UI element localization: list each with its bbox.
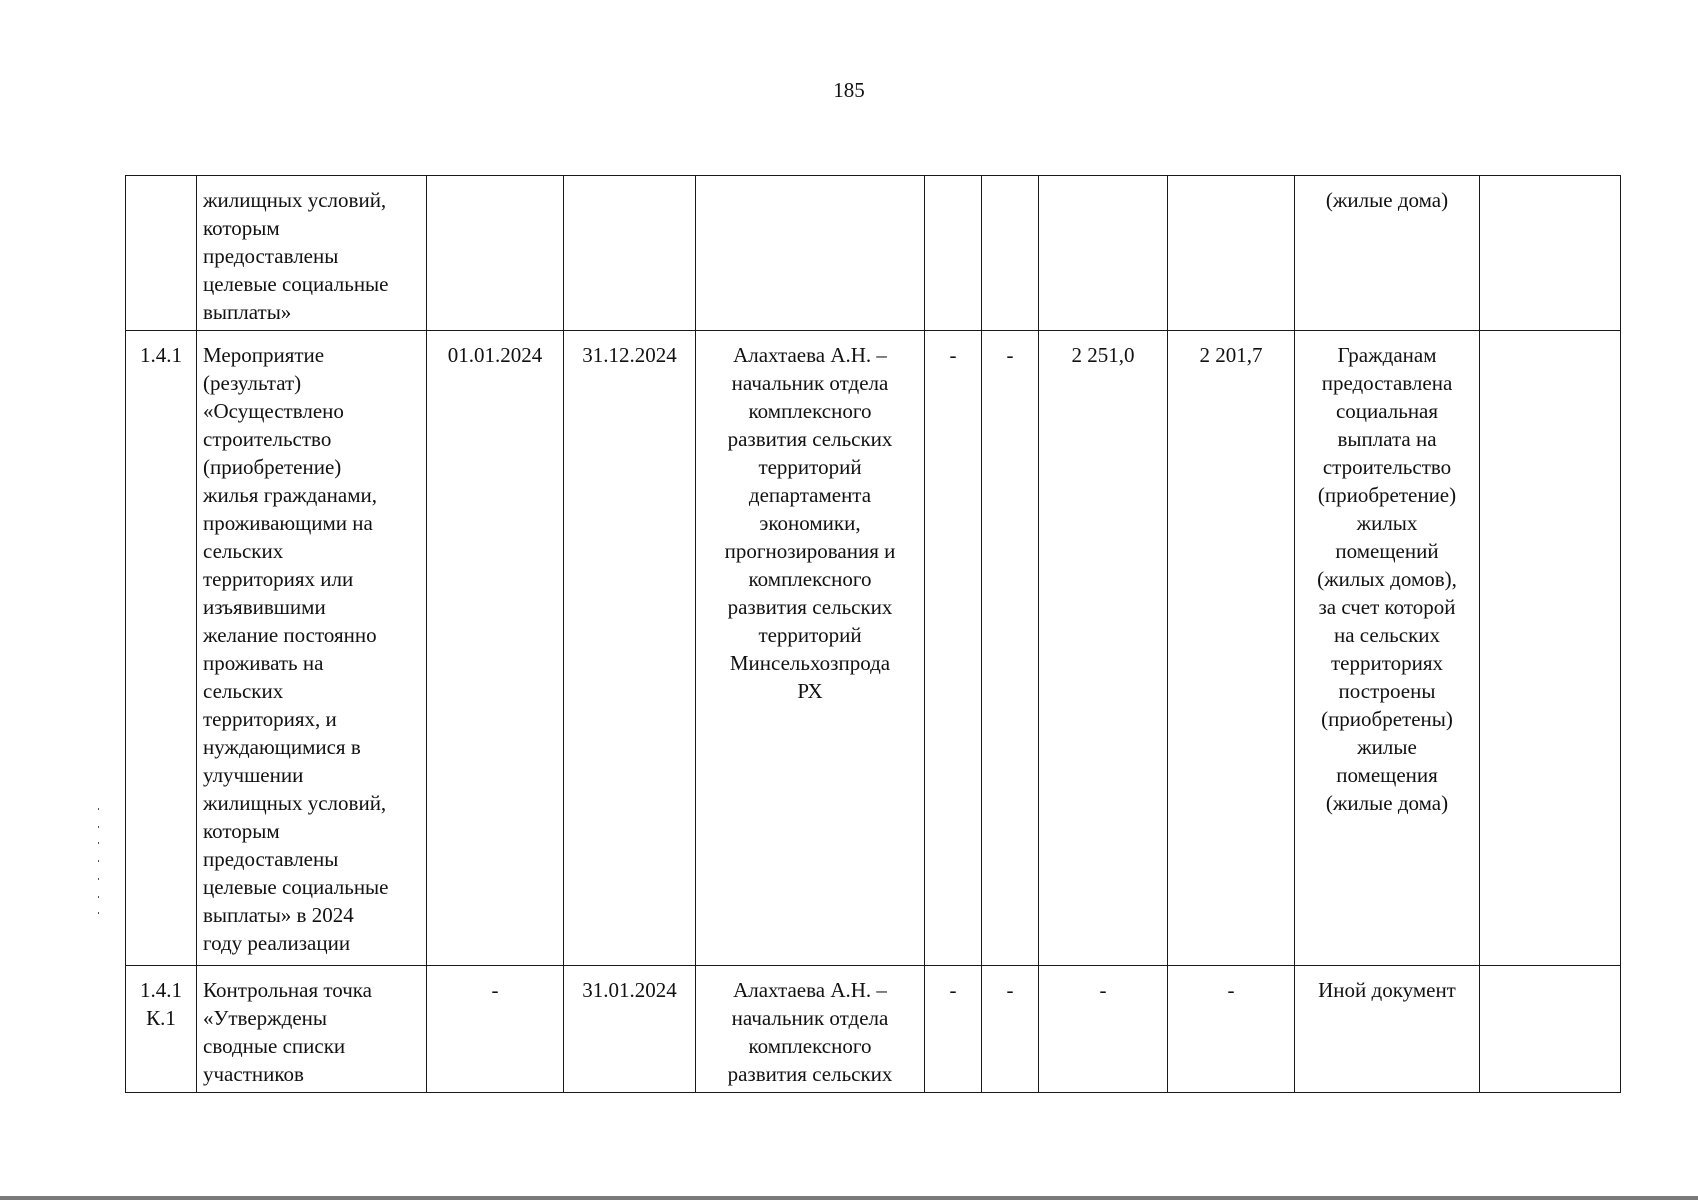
result-description-cell-line: строительство <box>1322 455 1452 479</box>
responsible-person-cell-line: развития сельских <box>727 427 893 451</box>
result-description-cell-line: социальная <box>1335 399 1439 423</box>
result-description-cell-line: помещения <box>1336 763 1438 787</box>
result-description-cell-line: (жилых домов), <box>1317 567 1457 591</box>
activity-name-cell-line: выплаты» в 2024 <box>203 903 354 927</box>
activity-name-cell <box>197 176 427 331</box>
end-date-cell <box>564 176 696 331</box>
column-9-cell: - <box>1168 966 1295 1093</box>
activities-table <box>125 175 1621 1093</box>
result-description-cell-line: за счет которой <box>1318 595 1456 619</box>
result-description-cell-line: (жилые дома) <box>1325 791 1449 815</box>
table-row <box>126 176 1621 331</box>
activity-name-cell-line: изъявившими <box>203 595 326 619</box>
activity-name-cell-line: желание постоянно <box>203 623 377 647</box>
responsible-person-cell-line: прогнозирования и <box>724 539 896 563</box>
column-6-cell <box>925 176 982 331</box>
responsible-person-cell-line: начальник отдела <box>731 1006 889 1030</box>
activity-name-cell-line: целевые социальные <box>203 875 389 899</box>
column-8-cell: 2 251,0 <box>1039 331 1168 966</box>
responsible-person-cell-line: начальник отдела <box>731 371 889 395</box>
responsible-person-cell-line: Алахтаева А.Н. – <box>733 978 887 1002</box>
table-row <box>126 966 1621 1093</box>
column-11-cell <box>1480 966 1621 1093</box>
activity-name-cell-line: целевые социальные <box>203 272 389 296</box>
result-description-cell-line: Гражданам <box>1337 343 1437 367</box>
result-description-cell-line: предоставлена <box>1321 371 1453 395</box>
scan-artifact-marks <box>94 808 104 918</box>
activity-name-cell-line: Контрольная точка <box>203 978 373 1002</box>
responsible-person-cell-line: территорий <box>758 455 862 479</box>
column-7-cell: - <box>982 331 1039 966</box>
result-description-cell-line: выплата на <box>1337 427 1437 451</box>
result-description-cell-line: территориях <box>1330 651 1444 675</box>
activity-name-cell-line: жилья гражданами, <box>203 483 377 507</box>
row-number-cell: 1.4.1 <box>126 331 197 966</box>
activity-name-cell-line: (результат) <box>203 371 302 395</box>
column-9-cell: 2 201,7 <box>1168 331 1295 966</box>
activity-name-cell-line: выплаты» <box>203 300 292 324</box>
column-8-cell: - <box>1039 966 1168 1093</box>
column-11-cell <box>1480 176 1621 331</box>
activity-name-cell-line: строительство <box>203 427 332 451</box>
activity-name-cell-line: участников <box>203 1062 304 1086</box>
start-date-cell: - <box>427 966 564 1093</box>
activity-name-cell-line: территориях, и <box>203 707 337 731</box>
responsible-person-cell-line: развития сельских <box>727 1062 893 1086</box>
responsible-person-cell-line: Алахтаева А.Н. – <box>733 343 887 367</box>
column-9-cell <box>1168 176 1295 331</box>
start-date-cell <box>427 176 564 331</box>
activity-name-cell-line: (приобретение) <box>203 455 342 479</box>
activity-name-cell <box>197 331 427 966</box>
activity-name-cell-line: которым <box>203 819 280 843</box>
column-6-cell: - <box>925 966 982 1093</box>
start-date-cell: 01.01.2024 <box>427 331 564 966</box>
activity-name-cell-line: территориях или <box>203 567 354 591</box>
activity-name-cell-line: проживающими на <box>203 511 373 535</box>
end-date-cell: 31.01.2024 <box>564 966 696 1093</box>
activity-name-cell-line: «Осуществлено <box>203 399 344 423</box>
activity-name-cell-line: сельских <box>203 539 284 563</box>
responsible-person-cell <box>696 176 925 331</box>
responsible-person-cell-line: департамента <box>748 483 872 507</box>
result-description-cell-line: жилые <box>1357 735 1417 759</box>
responsible-person-cell <box>696 331 925 966</box>
responsible-person-cell-line: территорий <box>758 623 862 647</box>
activity-name-cell-line: которым <box>203 216 280 240</box>
end-date-cell: 31.12.2024 <box>564 331 696 966</box>
result-description-cell <box>1295 331 1480 966</box>
activity-name-cell-line: жилищных условий, <box>203 791 387 815</box>
result-description-cell-line: на сельских <box>1333 623 1441 647</box>
activity-name-cell-line: сводные списки <box>203 1034 346 1058</box>
column-7-cell: - <box>982 966 1039 1093</box>
result-description-cell-line: (приобретение) <box>1317 483 1457 507</box>
responsible-person-cell-line: комплексного <box>748 1034 872 1058</box>
column-11-cell <box>1480 331 1621 966</box>
result-description-cell-line: помещений <box>1335 539 1439 563</box>
activity-name-cell-line: «Утверждены <box>203 1006 328 1030</box>
activity-name-cell <box>197 966 427 1093</box>
result-description-cell-line: (приобретены) <box>1321 707 1453 731</box>
responsible-person-cell-line: комплексного <box>748 399 872 423</box>
activity-name-cell-line: жилищных условий, <box>203 188 387 212</box>
responsible-person-cell-line: развития сельских <box>727 595 893 619</box>
responsible-person-cell-line: экономики, <box>759 511 861 535</box>
activity-name-cell-line: году реализации <box>203 931 351 955</box>
table-row <box>126 331 1621 966</box>
activity-name-cell-line: предоставлены <box>203 847 339 871</box>
responsible-person-cell-line: Минсельхозпрода <box>729 651 891 675</box>
activity-name-cell-line: предоставлены <box>203 244 339 268</box>
responsible-person-cell <box>696 966 925 1093</box>
activity-name-cell-line: нуждающимися в <box>203 735 361 759</box>
responsible-person-cell-line: комплексного <box>748 567 872 591</box>
result-description-cell-line: построены <box>1338 679 1436 703</box>
column-6-cell: - <box>925 331 982 966</box>
column-7-cell <box>982 176 1039 331</box>
row-number-cell <box>126 176 197 331</box>
column-8-cell <box>1039 176 1168 331</box>
activity-name-cell-line: сельских <box>203 679 284 703</box>
result-description-cell-line: жилых <box>1356 511 1418 535</box>
responsible-person-cell-line: РХ <box>797 679 823 703</box>
scan-bottom-edge <box>0 1196 1698 1200</box>
result-description-cell <box>1295 966 1480 1093</box>
page-number: 185 <box>833 78 865 102</box>
row-number-cell: 1.4.1 К.1 <box>126 966 197 1093</box>
result-description-cell <box>1295 176 1480 331</box>
result-description-cell-line: Иной документ <box>1318 978 1456 1002</box>
activity-name-cell-line: улучшении <box>203 763 304 787</box>
result-description-cell-line: (жилые дома) <box>1325 188 1449 212</box>
activity-name-cell-line: проживать на <box>203 651 324 675</box>
activity-name-cell-line: Мероприятие <box>203 343 325 367</box>
